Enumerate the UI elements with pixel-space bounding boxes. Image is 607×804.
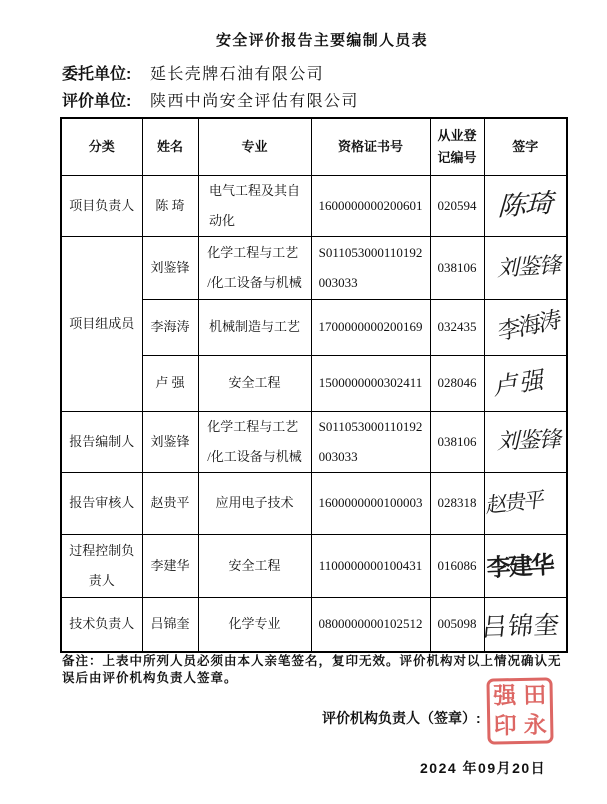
table-row: [61, 175, 567, 236]
certificate-text: 1100000000100431: [318, 557, 423, 573]
specialty-cell: [198, 299, 311, 355]
category-cell: [61, 472, 142, 534]
header-signature: 签字: [484, 118, 567, 175]
certificate-text: 0800000000102512: [318, 616, 423, 632]
signature-cell: [484, 472, 567, 534]
specialty-text: 应用电子技术: [215, 495, 294, 510]
evaluator-row: [62, 91, 359, 113]
seal-char: 印: [493, 712, 517, 740]
certificate-text: 1600000000100003: [318, 495, 423, 510]
specialty-text: 机械制造与工艺: [208, 319, 300, 334]
certificate-text: 1600000000200601: [318, 197, 423, 213]
official-seal: [486, 677, 553, 744]
name-cell: 吕锦奎: [142, 597, 198, 652]
specialty-text: 化学专业: [228, 616, 281, 632]
header-specialty: 专业: [198, 118, 311, 175]
seal-char: 强: [492, 682, 517, 710]
approver-label: 评价机构负责人（签章）:: [322, 710, 481, 726]
certificate-cell: [311, 411, 430, 472]
specialty-cell: [198, 236, 311, 299]
signature-cell: [484, 411, 567, 472]
specialty-cell: [198, 472, 311, 534]
name-cell: 刘鉴锋: [142, 411, 198, 472]
handwritten-signature: 李海涛: [497, 306, 561, 347]
certificate-text: S011053000110192 003033: [318, 244, 423, 290]
specialty-text: 安全工程: [228, 375, 281, 390]
specialty-text: 电气工程及其自 动化: [208, 182, 300, 228]
personnel-table: [60, 117, 568, 653]
client-row: [62, 64, 324, 86]
specialty-cell: [198, 411, 311, 472]
table-row: [61, 472, 567, 534]
certificate-cell: [311, 236, 430, 299]
table-row: [61, 597, 567, 652]
header-category: 分类: [61, 118, 142, 175]
signature-cell: [484, 534, 567, 597]
registration-cell: 016086: [430, 534, 484, 597]
signature-cell: [480, 597, 567, 652]
category-text: 技术负责人: [69, 616, 135, 632]
table-row: [61, 534, 567, 597]
category-cell: [61, 411, 142, 472]
name-cell: 赵贵平: [142, 472, 198, 534]
registration-cell: 038106: [430, 236, 484, 299]
specialty-cell: [198, 175, 311, 236]
handwritten-signature: 陈琦: [495, 187, 560, 223]
registration-cell: 032435: [430, 299, 484, 355]
registration-cell: 005098: [430, 597, 484, 652]
evaluator-value: 陕西中尚安全评估有限公司: [150, 93, 359, 110]
table-row: [61, 236, 567, 299]
name-cell: 陈 琦: [142, 175, 198, 236]
signature-cell: [484, 236, 567, 299]
category-text: 报告审核人: [69, 495, 135, 510]
name-cell: 李建华: [142, 534, 198, 597]
specialty-text: 安全工程: [228, 557, 281, 573]
certificate-cell: [311, 175, 430, 236]
signature-cell: [484, 355, 567, 411]
signature-cell: [484, 299, 567, 355]
specialty-cell: [198, 597, 311, 652]
remark-note: 备注：上表中所列人员必须由本人亲笔签名，复印无效。评价机构对以上情况确认无误后由评价机构负责人签章。: [62, 654, 562, 685]
registration-cell: 038106: [430, 411, 484, 472]
specialty-text: 化学工程与工艺 /化工设备与机械: [207, 244, 302, 290]
category-text: 报告编制人: [69, 433, 135, 449]
certificate-cell: [311, 597, 430, 652]
category-cell: [61, 236, 142, 411]
client-value: 延长壳牌石油有限公司: [150, 66, 325, 83]
handwritten-signature: 刘鉴锋: [496, 252, 565, 282]
specialty-text: 化学工程与工艺 /化工设备与机械: [207, 418, 302, 464]
registration-cell: 028318: [430, 472, 484, 534]
name-cell: 李海涛: [142, 299, 198, 355]
handwritten-signature: 卢强: [493, 364, 549, 402]
evaluator-label: 评价单位:: [62, 93, 132, 110]
certificate-text: S011053000110192 003033: [318, 418, 423, 464]
client-label: 委托单位:: [62, 66, 132, 83]
category-cell: [61, 597, 142, 652]
name-cell: 刘鉴锋: [142, 236, 198, 299]
certificate-cell: [311, 299, 430, 355]
table-row: [61, 411, 567, 472]
handwritten-signature: 吕锦奎: [480, 610, 562, 643]
registration-cell: 020594: [430, 175, 484, 236]
document-title: 安全评价报告主要编制人员表: [216, 32, 428, 49]
signing-date: 2024 年09月20日: [420, 760, 547, 776]
category-text: 项目负责人: [69, 197, 135, 213]
handwritten-signature: 赵贵平: [485, 487, 545, 518]
seal-char: 永: [523, 711, 547, 739]
certificate-cell: [311, 534, 430, 597]
specialty-cell: [198, 355, 311, 411]
category-text: 项目组成员: [69, 315, 135, 331]
category-text: 过程控制负 责人: [69, 542, 135, 588]
table-header-row: [61, 118, 567, 175]
category-cell: [61, 175, 142, 236]
certificate-cell: [311, 355, 430, 411]
name-cell: 卢 强: [142, 355, 198, 411]
certificate-text: 1500000000302411: [318, 375, 423, 390]
certificate-cell: [311, 472, 430, 534]
handwritten-signature: 刘鉴锋: [496, 426, 565, 455]
category-cell: [61, 534, 142, 597]
header-registration-no: 从业登 记编号: [430, 118, 484, 175]
signature-cell: [484, 175, 567, 236]
header-name: 姓名: [142, 118, 198, 175]
seal-char: 田: [522, 681, 547, 709]
header-certificate-no: 资格证书号: [311, 118, 430, 175]
registration-cell: 028046: [430, 355, 484, 411]
specialty-cell: [198, 534, 311, 597]
handwritten-signature: 李建华: [486, 549, 554, 582]
certificate-text: 1700000000200169: [318, 319, 423, 334]
